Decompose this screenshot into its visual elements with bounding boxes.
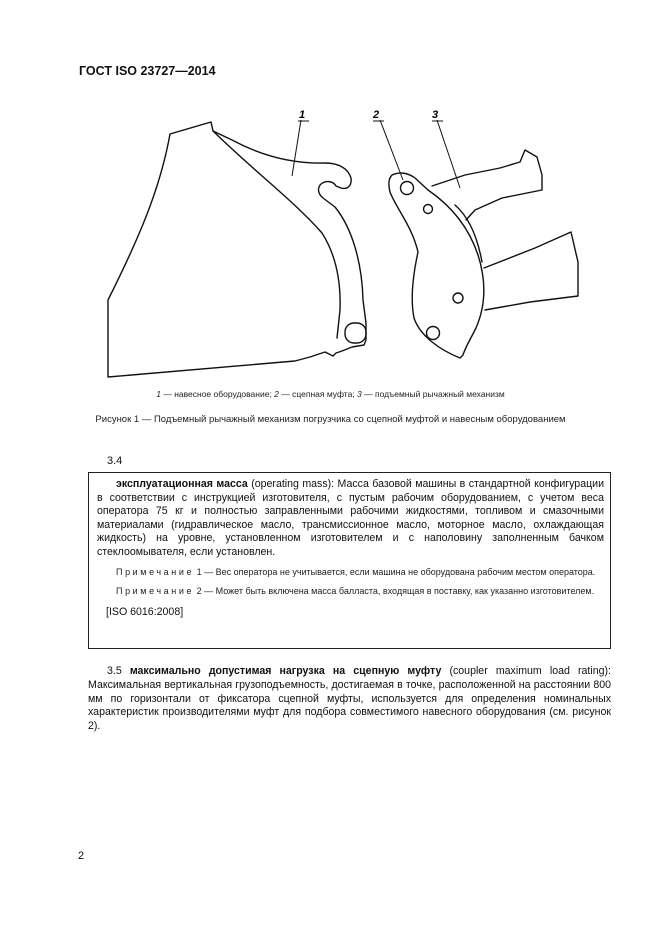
document-header: ГОСТ ISO 23727—2014 <box>79 64 216 78</box>
coupler-pin-bottom <box>427 327 440 340</box>
figure-loader-linkage <box>0 0 661 400</box>
figure-legend: 1 — навесное оборудование; 2 — сцепная муфта; 3 — подъемный рычажный механизм <box>156 389 505 399</box>
coupler-pin-top <box>401 182 414 195</box>
linkage-lower-arm <box>484 232 578 310</box>
figure-label-1: 1 <box>299 109 306 121</box>
bucket-lock-slot <box>345 323 366 343</box>
bucket-outline <box>108 122 366 377</box>
coupler-pin-mid <box>424 205 433 214</box>
figure-label-3: 3 <box>432 109 439 121</box>
note-1: Примечание 1 — Вес оператора не учитывается, если машина не оборудована рабочим местом оператора. <box>116 566 596 577</box>
term-coupler-max-load: максимально допустимая нагрузка на сцепную муфту <box>129 665 442 677</box>
section-3-5-paragraph: 3.5 максимально допустимая нагрузка на сцепную муфту (coupler maximum load rating): Максимальная вертикальная грузоподъемность, достигаемая в точке, расположенной на расстоянии 800 мм по горизонтали от фиксатора сцепной муфты, используется для определения номинальных характеристик производителями муфт для подбора совместимого навесного оборудования (см. рисунок 2). <box>88 665 611 733</box>
definition-box-3-4 <box>88 472 611 649</box>
linkage-upper-arm <box>432 150 542 220</box>
coupler-pin-right <box>453 293 463 303</box>
coupler-outline <box>389 173 484 358</box>
figure-label-2: 2 <box>373 109 380 121</box>
section-number-3-4: 3.4 <box>107 455 123 467</box>
definition-paragraph: эксплуатационная масса (operating mass): Масса базовой машины в стандартной конфигурации в соответствии с инструкцией изготовителя, с пустым рабочим оборудованием, с учетом веса оператора 75 кг и полностью заправленными рабочими жидкостями, топливом и смазочными материалами (гидравлическое масло, трансмиссионное масло, моторное масло, охлаждающая жидкость) на уровне, установленном изготовителем и с наполовину заполненным бачком стеклоомывателя, если установлен. <box>97 478 604 558</box>
figure-caption: Рисунок 1 — Подъемный рычажный механизм погрузчика со сцепной муфтой и навесным оборудованием <box>95 414 566 425</box>
term-operating-mass: эксплуатационная масса <box>116 478 248 490</box>
page-number: 2 <box>78 850 85 862</box>
reference: [ISO 6016:2008] <box>106 605 184 618</box>
bucket-inner-curve <box>213 131 340 338</box>
note-2: Примечание 2 — Может быть включена масса балласта, входящая в поставку, как указанно изготовителем. <box>116 585 595 596</box>
